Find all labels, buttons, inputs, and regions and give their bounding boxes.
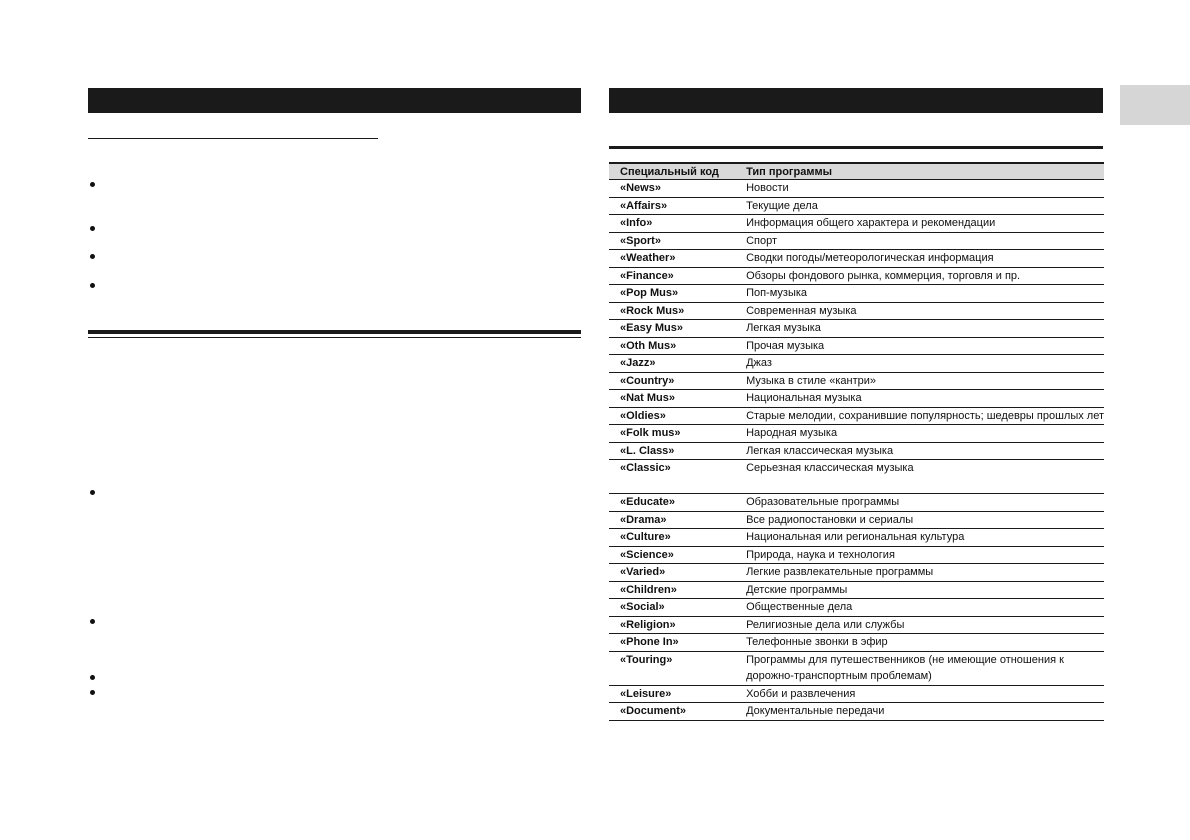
table-row xyxy=(609,302,1104,320)
table-row xyxy=(609,460,1104,494)
genre-code: «Info» xyxy=(609,215,736,233)
bullet-5 xyxy=(89,488,97,496)
genre-code: «Drama» xyxy=(609,511,736,529)
table-row xyxy=(609,599,1104,617)
genre-code: «L. Class» xyxy=(609,442,736,460)
table-row xyxy=(609,529,1104,547)
genre-code: «Classic» xyxy=(609,460,736,494)
right-section-header-bar xyxy=(609,88,1103,113)
table-row xyxy=(609,425,1104,443)
genre-code: «Folk mus» xyxy=(609,425,736,443)
table-row xyxy=(609,442,1104,460)
genre-code: «Oldies» xyxy=(609,407,736,425)
genre-code: «Finance» xyxy=(609,267,736,285)
bullet-1 xyxy=(89,180,97,188)
genre-code: «Sport» xyxy=(609,232,736,250)
table-row xyxy=(609,250,1104,268)
genre-type: Образовательные программы xyxy=(736,494,1104,512)
genre-type: Музыка в стиле «кантри» xyxy=(736,372,1104,390)
genre-code: «Touring» xyxy=(609,651,736,685)
table-row xyxy=(609,372,1104,390)
genre-code: «Weather» xyxy=(609,250,736,268)
bullet-2 xyxy=(89,224,97,232)
genre-type: Легкая музыка xyxy=(736,320,1104,338)
table-row xyxy=(609,337,1104,355)
pty-genre-table xyxy=(609,162,1104,721)
left-section-divider-thin xyxy=(88,337,581,338)
genre-type: Спорт xyxy=(736,232,1104,250)
genre-type: Детские программы xyxy=(736,581,1104,599)
genre-code: «Jazz» xyxy=(609,355,736,373)
genre-code: «Science» xyxy=(609,546,736,564)
genre-code: «Social» xyxy=(609,599,736,617)
genre-code: «Country» xyxy=(609,372,736,390)
genre-type: Религиозные дела или службы xyxy=(736,616,1104,634)
table-row xyxy=(609,355,1104,373)
genre-type: Документальные передачи xyxy=(736,703,1104,721)
genre-code: «Culture» xyxy=(609,529,736,547)
genre-code: «Religion» xyxy=(609,616,736,634)
genre-code: «Educate» xyxy=(609,494,736,512)
genre-type: Сводки погоды/метеорологическая информация xyxy=(736,250,1104,268)
bullet-8 xyxy=(89,688,97,696)
genre-code: «Nat Mus» xyxy=(609,390,736,408)
table-body xyxy=(609,180,1104,721)
genre-type: Телефонные звонки в эфир xyxy=(736,634,1104,652)
header-code: Специальный код xyxy=(609,163,736,180)
table-row xyxy=(609,494,1104,512)
right-subheading-underline xyxy=(609,146,1103,149)
table-row xyxy=(609,407,1104,425)
genre-type: Легкие развлекательные программы xyxy=(736,564,1104,582)
genre-code: «Phone In» xyxy=(609,634,736,652)
genre-type: Программы для путешественников (не имеющие отношения к дорожно-транспортным проблемам) xyxy=(736,651,1104,685)
table-row xyxy=(609,634,1104,652)
left-section-divider-thick xyxy=(88,330,581,334)
genre-type: Все радиопостановки и сериалы xyxy=(736,511,1104,529)
table-row xyxy=(609,320,1104,338)
genre-type: Природа, наука и технология xyxy=(736,546,1104,564)
genre-type: Информация общего характера и рекомендации xyxy=(736,215,1104,233)
bullet-7 xyxy=(89,673,97,681)
genre-type: Текущие дела xyxy=(736,197,1104,215)
table-row xyxy=(609,267,1104,285)
genre-type: Поп-музыка xyxy=(736,285,1104,303)
genre-code: «Children» xyxy=(609,581,736,599)
genre-type: Старые мелодии, сохранившие популярность; шедевры прошлых лет xyxy=(736,407,1104,425)
table-row xyxy=(609,232,1104,250)
table-row xyxy=(609,651,1104,685)
genre-code: «Easy Mus» xyxy=(609,320,736,338)
table-row xyxy=(609,685,1104,703)
table-row xyxy=(609,546,1104,564)
genre-code: «Pop Mus» xyxy=(609,285,736,303)
left-section-header-bar xyxy=(88,88,581,113)
genre-type: Новости xyxy=(736,180,1104,198)
genre-code: «Affairs» xyxy=(609,197,736,215)
genre-code: «Document» xyxy=(609,703,736,721)
genre-code: «Oth Mus» xyxy=(609,337,736,355)
genre-type: Общественные дела xyxy=(736,599,1104,617)
table-row xyxy=(609,616,1104,634)
bullet-4 xyxy=(89,281,97,289)
genre-type: Серьезная классическая музыка xyxy=(736,460,1104,494)
genre-type: Национальная или региональная культура xyxy=(736,529,1104,547)
genre-type: Обзоры фондового рынка, коммерция, торговля и пр. xyxy=(736,267,1104,285)
genre-code: «Varied» xyxy=(609,564,736,582)
page-side-tab xyxy=(1120,85,1190,125)
table-row xyxy=(609,180,1104,198)
table-row xyxy=(609,197,1104,215)
genre-type: Хобби и развлечения xyxy=(736,685,1104,703)
table-row xyxy=(609,581,1104,599)
genre-code: «News» xyxy=(609,180,736,198)
table-row xyxy=(609,285,1104,303)
genre-type: Современная музыка xyxy=(736,302,1104,320)
table-row xyxy=(609,703,1104,721)
table-row xyxy=(609,564,1104,582)
table-row xyxy=(609,390,1104,408)
genre-type: Национальная музыка xyxy=(736,390,1104,408)
table-row xyxy=(609,215,1104,233)
table-row xyxy=(609,511,1104,529)
bullet-6 xyxy=(89,617,97,625)
genre-type: Народная музыка xyxy=(736,425,1104,443)
bullet-3 xyxy=(89,252,97,260)
genre-code: «Rock Mus» xyxy=(609,302,736,320)
header-type: Тип программы xyxy=(736,163,1104,180)
genre-type: Джаз xyxy=(736,355,1104,373)
table-header-row xyxy=(609,163,1104,180)
genre-code: «Leisure» xyxy=(609,685,736,703)
genre-type: Легкая классическая музыка xyxy=(736,442,1104,460)
genre-type: Прочая музыка xyxy=(736,337,1104,355)
left-subheading-underline xyxy=(88,138,378,139)
